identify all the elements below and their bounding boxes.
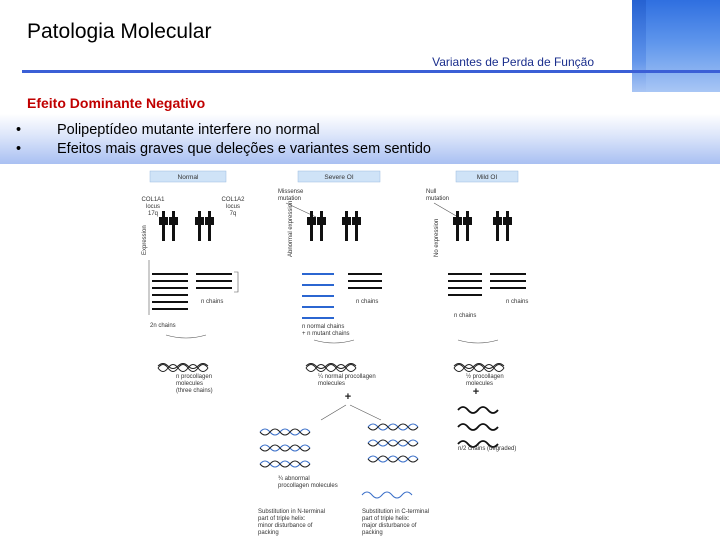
abnormal-label: ¾ abnormal — [278, 476, 310, 482]
slide-subtitle: Variantes de Perda de Função — [432, 55, 594, 69]
caption-right: part of triple helix: — [362, 516, 410, 522]
slide-title: Patologia Molecular — [27, 20, 212, 43]
panel-header-label: Severe OI — [324, 174, 354, 181]
caption-left: minor disturbance of — [258, 523, 313, 529]
chains-label: n chains — [201, 299, 224, 305]
locus-label: 17q — [147, 211, 159, 217]
panel-header-severe — [298, 171, 380, 182]
abnormal-label: procollagen molecules — [278, 483, 338, 489]
molecule-label: molecules — [176, 381, 204, 387]
bullet-text: Polipeptídeo mutante interfere no normal — [57, 122, 320, 138]
mutation-label: mutation — [426, 196, 450, 202]
normal-panel — [141, 197, 245, 394]
locus-label: 7q — [229, 211, 237, 217]
molecule-label: molecules — [318, 381, 346, 387]
panel-header-normal — [150, 171, 226, 182]
molecule-label: ½ procollagen — [466, 374, 504, 380]
chains-label: n chains — [356, 299, 379, 305]
caption-right: Substitution in C-terminal — [362, 509, 430, 515]
panel-header-label: Mild OI — [476, 174, 498, 181]
molecule-label: (three chains) — [176, 388, 213, 394]
molecule-label: molecules — [466, 381, 494, 387]
molecule-label: n procollagen — [176, 374, 213, 380]
title-rule — [22, 70, 720, 73]
caption-left: packing — [258, 530, 279, 536]
panel-header-label: Normal — [177, 174, 199, 181]
severe-panel — [258, 189, 429, 536]
expression-label: Abnormal expression — [288, 200, 294, 257]
degraded-label: n/2 chains (degraded) — [458, 446, 517, 452]
mutation-label: Null — [426, 189, 437, 195]
chains-label: n normal chains — [302, 324, 345, 330]
caption-left: Substitution in N-terminal — [258, 509, 326, 515]
expression-label: No expression — [434, 218, 440, 257]
locus-label: COL1A2 — [221, 197, 245, 203]
dominant-negative-collagen-figure — [136, 165, 546, 540]
chains-label: n chains — [506, 299, 529, 305]
chains-label: n chains — [454, 313, 477, 319]
mutation-label: mutation — [278, 196, 302, 202]
section-heading: Efeito Dominante Negativo — [27, 95, 206, 111]
bullet-text: Efeitos mais graves que deleções e variantes sem sentido — [57, 141, 431, 157]
locus-label: COL1A1 — [141, 197, 165, 203]
chains-label: + n mutant chains — [302, 331, 350, 337]
caption-right: major disturbance of — [362, 523, 417, 529]
mutation-label: Missense — [278, 189, 304, 195]
bullet-marker: • — [16, 141, 22, 157]
mild-panel — [426, 189, 528, 452]
molecule-label: ¼ normal procollagen — [318, 374, 376, 380]
locus-label: locus — [225, 204, 241, 210]
locus-label: locus — [145, 204, 161, 210]
bullet-marker: • — [16, 122, 22, 138]
caption-right: packing — [362, 530, 383, 536]
expression-label: Expression — [142, 225, 148, 255]
chains-label: 2n chains — [150, 323, 176, 329]
plus-sign: + — [344, 391, 352, 403]
panel-header-mild — [456, 171, 518, 182]
caption-left: part of triple helix: — [258, 516, 306, 522]
plus-sign: + — [472, 386, 480, 398]
